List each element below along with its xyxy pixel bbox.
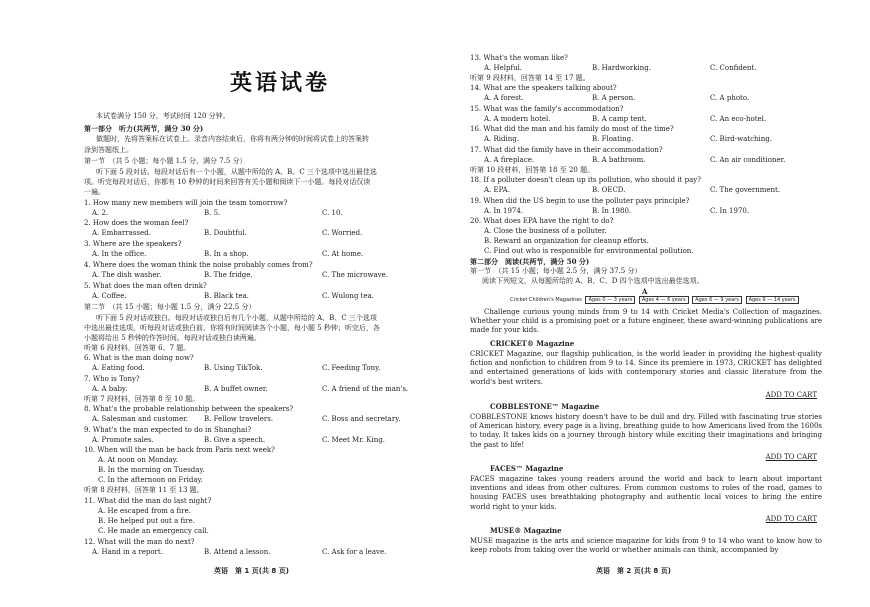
question-17: 17. What did the family have in their accommodation? (470, 146, 663, 154)
passage-paragraph: FACES magazine takes young readers around the world and back to learn about important inventions and ideas from other cultures. From common customs to roles of the road, games to housing FACES uses breathtaking photography and authentic local voices to bring the entire world right to your kids. (470, 475, 822, 511)
age-tab[interactable]: Ages 4 — 6 years (639, 296, 689, 304)
question-6: 6. What is the man doing now? (84, 354, 194, 362)
question-5: 5. What does the man often drink? (84, 282, 207, 290)
option: C. In 1970. (710, 207, 750, 215)
option: B. 5. (204, 209, 221, 217)
option: B. He helped put out a fire. (98, 517, 195, 525)
option: B. Give a speech. (204, 436, 266, 444)
question-20: 20. What does EPA have the right to do? (470, 217, 614, 225)
intro-text: 本试卷满分 150 分，考试时间 120 分钟。 (96, 112, 230, 120)
option: A. Helpful. (484, 64, 523, 72)
question-3: 3. Where are the speakers? (84, 240, 182, 248)
page-title: 英语试卷 (230, 71, 331, 96)
age-tab[interactable]: Ages 6 — 9 years (692, 296, 742, 304)
material-note: 听第 7 段材料，回答第 8 至 10 题。 (84, 395, 200, 403)
option: B. A bathroom. (592, 156, 646, 164)
option: B. In 1980. (592, 207, 632, 215)
passage-paragraph: Challenge curious young minds from 9 to 14 with Cricket Media's Collection of magazines. Whether your child is a promising poet or a future engineer, these award-winning publications are made for your kids. (470, 308, 822, 335)
option: B. Fellow travelers. (204, 415, 274, 423)
option: C. Boss and secretary. (322, 415, 401, 423)
option: A. Promote sales. (92, 436, 154, 444)
option: A. A baby. (92, 385, 128, 393)
option: C. 10. (322, 209, 343, 217)
question-9: 9. What's the man expected to do in Shanghai? (84, 426, 252, 434)
question-18: 18. If a polluter doesn't clean up its pollution, who should it pay? (470, 176, 701, 184)
option: C. In the afternoon on Friday. (98, 476, 203, 484)
option: B. In the morning on Tuesday. (98, 466, 205, 474)
option: B. Hardworking. (592, 64, 651, 72)
age-tab[interactable]: Ages 0 — 3 years (585, 296, 635, 304)
option: C. An eco-hotel. (710, 115, 767, 123)
option: A. In the office. (92, 250, 147, 258)
option: C. Find out who is responsible for environmental pollution. (484, 247, 694, 255)
option: B. Black tea. (204, 292, 249, 300)
option: C. The government. (710, 186, 781, 194)
option: A. Salesman and customer. (92, 415, 189, 423)
option: B. Reward an organization for cleanup efforts. (484, 237, 649, 245)
option: C. A photo. (710, 94, 750, 102)
instruction-text: 听下面 5 段对话。每段对话后有一个小题，从题中所给的 A、B、C 三个选项中选出最佳选 (96, 168, 377, 176)
option: C. A friend of the man's. (322, 385, 409, 393)
page-footer: 英语 第 2 页(共 8 页) (596, 567, 671, 575)
part2-heading: 第二部分 阅读(共两节，满分 50 分) (470, 257, 590, 266)
question-15: 15. What was the family's accommodation? (470, 105, 624, 113)
option: A. Riding. (484, 135, 519, 143)
question-14: 14. What are the speakers talking about? (470, 84, 617, 92)
option: A. Hand in a report. (92, 548, 163, 556)
option: A. He escaped from a fire. (98, 507, 191, 515)
material-note: 听第 6 段材料，回答第 6、7 题。 (84, 344, 191, 352)
option: C. Ask for a leave. (322, 548, 387, 556)
option: C. An air conditioner. (710, 156, 786, 164)
question-4: 4. Where does the woman think the noise probably comes from? (84, 261, 313, 269)
part1-heading: 第一部分 听力(共两节，满分 30 分) (84, 124, 204, 133)
add-to-cart-button[interactable]: ADD TO CART (765, 391, 817, 399)
option: A. A forest. (484, 94, 524, 102)
question-12: 12. What will the man do next? (84, 538, 195, 546)
magazine-title: MUSE® Magazine (490, 526, 562, 535)
question-16: 16. What did the man and his family do most of the time? (470, 125, 674, 133)
option: B. A buffet owner. (204, 385, 268, 393)
material-note: 听第 10 段材料，回答第 18 至 20 题。 (470, 166, 595, 174)
option: B. The fridge. (204, 271, 253, 279)
question-8: 8. What's the probable relationship between the speakers? (84, 405, 294, 413)
age-filter-row (510, 297, 799, 303)
instruction-text: 中选出最佳选项。听每段对话或独白前，你将有时间阅读各个小题，每小题 5 秒钟；听完后，各 (84, 324, 380, 332)
age-tab[interactable]: Ages 9 — 14 years (746, 296, 799, 304)
question-13: 13. What's the woman like? (470, 54, 568, 62)
option: C. The microwave. (322, 271, 388, 279)
material-note: 听第 9 段材料，回答第 14 至 17 题。 (470, 74, 590, 82)
question-7: 7. Who is Tony? (84, 375, 140, 383)
instruction-text: 涂到答题纸上。 (84, 146, 133, 154)
option: C. Confident. (710, 64, 757, 72)
option: A. The dish washer. (92, 271, 162, 279)
material-note: 听第 8 段材料，回答第 11 至 13 题。 (84, 486, 204, 494)
magazine-title: FACES™ Magazine (490, 464, 564, 473)
question-2: 2. How does the woman feel? (84, 219, 189, 227)
question-1: 1. How many new members will join the team tomorrow? (84, 199, 288, 207)
option: B. A person. (592, 94, 636, 102)
ages-label: Cricket Children's Magazines (510, 297, 582, 303)
passage-paragraph: COBBLESTONE knows history doesn't have to be dull and dry. Filled with fascinating true stories of American history, every page is a living, breathing guide to how Americans lived from the 1600s to today. It takes kids on a journey through history while exciting their imaginations and bringing the past to life! (470, 413, 822, 449)
option: C. Meet Mr. King. (322, 436, 385, 444)
option: A. Coffee. (92, 292, 127, 300)
section1-heading: 第一节 （共 5 小题；每小题 1.5 分，满分 7.5 分） (84, 157, 247, 165)
section1-heading: 第一节 （共 15 小题；每小题 2.5 分，满分 37.5 分） (470, 267, 642, 275)
instruction-text: 一遍。 (84, 188, 105, 196)
option: A. Close the business of a polluter. (484, 227, 607, 235)
question-11: 11. What did the man do last night? (84, 497, 212, 505)
option: B. In a shop. (204, 250, 249, 258)
option: C. Bird-watching. (710, 135, 772, 143)
option: C. He made an emergency call. (98, 527, 209, 535)
passage-paragraph: MUSE magazine is the arts and science magazine for kids from 9 to 14 who want to know how to keep robots from taking over the world or whether animals can think, accompanied by (470, 537, 822, 555)
add-to-cart-button[interactable]: ADD TO CART (765, 453, 817, 461)
instruction-text: 听下面 5 段对话或独白。每段对话或独白后有几个小题，从题中所给的 A、B、C 三个选项 (96, 314, 377, 322)
option: C. Wulong tea. (322, 292, 374, 300)
magazine-title: COBBLESTONE™ Magazine (490, 402, 600, 411)
instruction-text: 小题将给出 5 秒钟的作答时间。每段对话或独白读两遍。 (84, 334, 261, 342)
add-to-cart-button[interactable]: ADD TO CART (765, 515, 817, 523)
section2-heading: 第二节 （共 15 小题；每小题 1.5 分，满分 22.5 分） (84, 303, 256, 311)
option: A. At noon on Monday. (98, 456, 178, 464)
option: A. A modern hotel. (484, 115, 551, 123)
instruction-text: 阅读下列短文，从每题所给的 A、B、C、D 四个选项中选出最佳选项。 (482, 277, 704, 285)
option: A. 2. (92, 209, 109, 217)
option: B. Using TikTok. (204, 364, 263, 372)
option: B. Floating. (592, 135, 634, 143)
question-19: 19. When did the US begin to use the polluter pays principle? (470, 197, 690, 205)
option: C. Feeding Tony. (322, 364, 381, 372)
page-footer: 英语 第 1 页(共 8 页) (214, 567, 289, 575)
instruction-text: 做题时，先将答案标在试卷上。录音内容结束后，你将有两分钟的时间将试卷上的答案转 (96, 135, 369, 143)
option: A. In 1974. (484, 207, 524, 215)
passage-paragraph: CRICKET Magazine, our flagship publication, is the world leader in providing the highest-quality fiction and nonfiction to children from 9 to 14. Since its premiere in 1973, CRICKET has delighted and entertained generations of kids with contemporary stories and classic literature from the world's best writers. (470, 350, 822, 386)
option: C. Worried. (322, 229, 363, 237)
passage-letter: A (642, 287, 648, 296)
magazine-title: CRICKET® Magazine (490, 339, 575, 348)
option: B. Attend a lesson. (204, 548, 271, 556)
option: A. A fireplace. (484, 156, 535, 164)
option: B. OECD. (592, 186, 626, 194)
option: B. A camp tent. (592, 115, 647, 123)
option: C. At home. (322, 250, 364, 258)
option: A. Eating food. (92, 364, 145, 372)
option: A. Embarrassed. (92, 229, 151, 237)
option: A. EPA. (484, 186, 510, 194)
option: B. Doubtful. (204, 229, 247, 237)
instruction-text: 项。听完每段对话后，你都有 10 秒钟的时间来回答有关小题和阅读下一小题。每段对话仅读 (84, 178, 371, 186)
question-10: 10. When will the man be back from Paris next week? (84, 446, 275, 454)
